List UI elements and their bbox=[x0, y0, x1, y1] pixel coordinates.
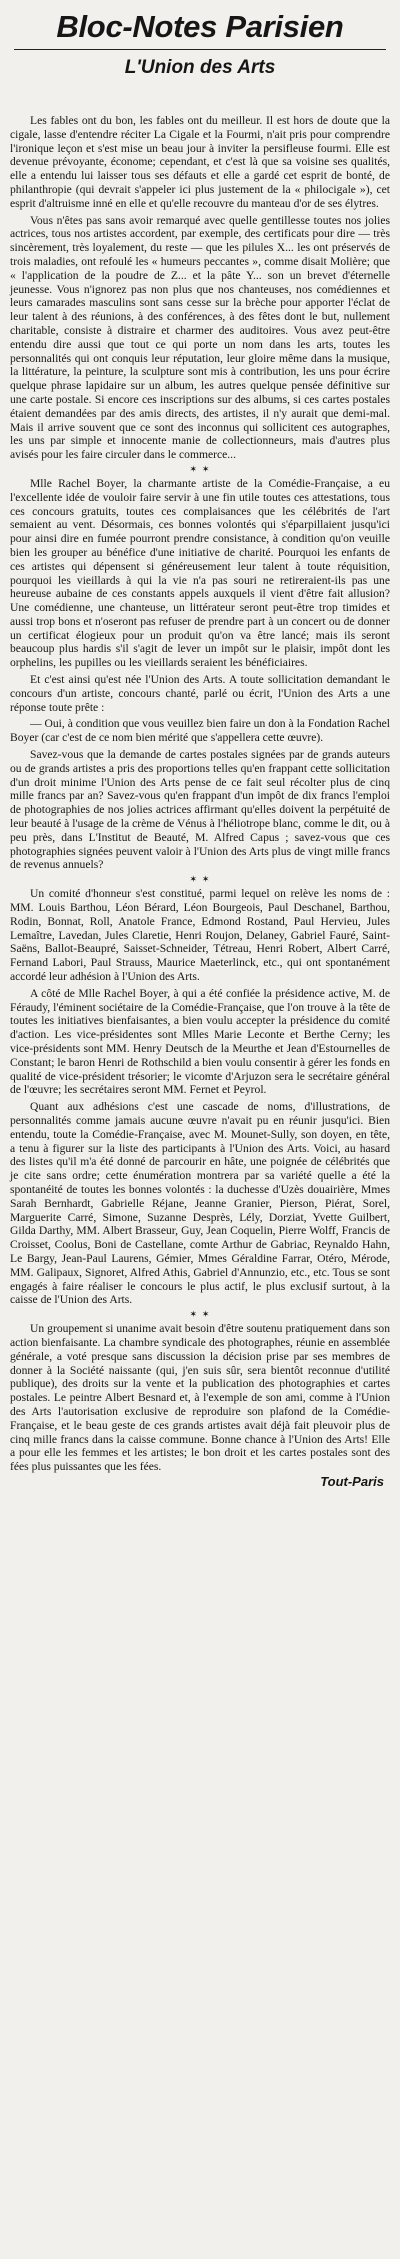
article-section-conclusion bbox=[10, 1322, 390, 1474]
article-paragraph: Vous n'êtes pas sans avoir remarqué avec quelle gentillesse toutes nos jolies actrices, tous nos artistes accordent, par exemple, des certificats pour dire — très sincèrement, très loyalement, du reste — que les pilules X... les ont préservés de trois maladies, ont refoulé les « humeurs peccantes », comme disait Molière; que « l'application de la poudre de Z... et la pâte Y... son un brevet d'éternelle jeunesse. Vous n'ignorez pas non plus que nos chanteuses, nos comédiennes et leurs camarades masculins sont sans cesse sur la brèche pour apporter l'éclat de leur talent à des réunions, à des conférences, à des fêtes dont le but, nullement charitable, consiste à distraire et charmer des auditoires. Vous avez peut-être entendu dire aussi que tout ce qui porte un nom dans les arts, toutes les personnalités qui ont conquis leur réputation, leur gloire même dans la musique, la littérature, la peinture, la sculpture sont mis à contribution, les uns pour écrire quelque phrase lapidaire sur un album, les autres quelque pensée définitive sur une carte postale. Si encore ces inscriptions sur des albums, si ces cartes postales étaient demandées par des amis directs, des artistes, il n'y aurait que demi-mal. Mais il arrive souvent que ce sont des inconnus qui sollicitent ces autographes, les uns par simple et innocente manie de collectionneurs, mais d'autres plus avisés pour les faire circuler dans le commerce... bbox=[10, 213, 390, 462]
article-paragraph: Et c'est ainsi qu'est née l'Union des Arts. A toute sollicitation demandant le concours d'un artiste, concours chanté, parlé ou écrit, l'Union des Arts a une réponse toute prête : bbox=[10, 673, 390, 714]
article-paragraph: A côté de Mlle Rachel Boyer, à qui a été confiée la présidence active, M. de Féraudy, l'éminent sociétaire de la Comédie-Française, que l'on trouve à la tête de toutes les initiatives bienfaisantes, a bien voulu accepter la présidence du comité d'action. Les vice-présidentes sont Mlles Marie Leconte et Berthe Cerny; les vice-présidents sont MM. Henry Deutsch de la Meurthe et Jean d'Estournelles de Constant; le baron Henri de Rothschild a bien voulu consentir à gérer les fonds en qualité de vice-président trésorier; le vicomte d'Arjuzon sera le secrétaire général de l'œuvre; les secrétaires seront MM. Fernet et Peyrol. bbox=[10, 986, 390, 1097]
section-separator: ✶ ✶ bbox=[189, 464, 211, 475]
article-paragraph: Un comité d'honneur s'est constitué, parmi lequel on relève les noms de : MM. Louis Barthou, Léon Bérard, Léon Bourgeois, Paul Deschanel, Barthou, Rodin, Bonnat, Roll, Anatole France, Edmond Rostand, Paul Hervieu, Jules Lemaître, Lavedan, Jules Claretie, Henri Roujon, Delaney, Gabriel Fauré, Saint-Saëns, Ballot-Beaupré, Saisset-Schneider, Tétreau, Henri Robert, Albert Carré, Fernand Labori, Paul Strauss, Maurice Maeterlinck, etc., qui ont spontanément accordé leur adhésion à l'Union des Arts. bbox=[10, 887, 390, 984]
article-paragraph: Quant aux adhésions c'est une cascade de noms, d'illustrations, de personnalités comme jamais aucune œuvre n'avait pu en réunir jusqu'ici. Bien entendu, toute la Comédie-Française, avec M. Mounet-Sully, son doyen, en tête, a tenu à figurer sur la liste des participants à l'Union des Arts. Voici, au hasard des listes qu'il m'a été donné de parcourir en hâte, une poignée de célébrités que je cite sans ordre; cette énumération montrera par sa variété quelle a été la spontanéité de toutes les bonnes volontés : la duchesse d'Uzès douairière, Mmes Sarah Bernhardt, Gabrielle Réjane, Jeanne Granier, Pierson, Piérat, Sorel, Marguerite Carré, Simone, Suzanne Desprès, Lély, Dorziat, Yvette Guilbert, Gilda Darthy, MM. Albert Brasseur, Guy, Jean Coquelin, Pierre Wolff, Francis de Croisset, Coolus, Boni de Castellane, comte Arthur de Gabriac, Reynaldo Hahn, Le Bargy, Jean-Paul Laurens, Gémier, Mmes Géraldine Farrar, Otéro, Mérode, MM. Galipaux, Signoret, Alfred Athis, Gabriel d'Annunzio, etc., etc. Tous se sont engagés à faire réaliser le concours le plus actif, le plus exclusif surtout, à la caisse de l'Union des Arts. bbox=[10, 1100, 390, 1307]
article-paragraph: Un groupement si unanime avait besoin d'être soutenu pratiquement dans son action bienfaisante. La chambre syndicale des photographes, réunie en assemblée générale, a voté presque sans discussion la décision prise par ses membres de donner à la Société naissante (qui, j'en suis sûr, sera bientôt reconnue d'utilité publique), des droits sur la vente et la publication des photographies et cartes postales. Le peintre Albert Besnard et, à l'exemple de son ami, comme à l'Union des Arts l'autorisation exclusive de reproduire son plafond de la Comédie-Française, et le beau geste de ces grands artistes avait déjà fait pleuvoir plus de cinq mille francs dans la caisse commune. Bonne chance à l'Union des Arts! Elle a pour elle les femmes et les artistes; le bon droit et les cartes postales sont des fées plus puissantes que les fées. bbox=[10, 1322, 390, 1474]
section-separator: ✶ ✶ bbox=[189, 1310, 211, 1321]
column-masthead: Bloc-Notes Parisien bbox=[56, 9, 344, 44]
article-body bbox=[10, 114, 390, 1489]
article-paragraph: — Oui, à condition que vous veuillez bien faire un don à la Fondation Rachel Boyer (car c'est de ce nom bien mérité que s'appellera cette œuvre). bbox=[10, 717, 390, 745]
author-signature: Tout-Paris bbox=[320, 1473, 384, 1489]
section-separator: ✶ ✶ bbox=[189, 875, 211, 886]
masthead-rule bbox=[14, 49, 386, 50]
article-section-intro bbox=[10, 114, 390, 462]
article-section-committee bbox=[10, 887, 390, 1307]
article-paragraph: Savez-vous que la demande de cartes postales signées par de grands auteurs ou de grands artistes a pris des proportions telles qu'en frappant cette sollicitation d'un droit minime l'Union des Arts pense de ce fait seul récolter plus de cinq mille francs par an? Savez-vous qu'en frappant d'un impôt de dix francs l'emploi de photographies de nos jolies actrices affirmant qu'elles doivent la perpétuité de leur beauté à l'usage de la crème de Vénus à l'héliotrope blanc, comme le dit, ou à peu près, dans L'Institut de Beauté, M. Alfred Capus ; savez-vous que ces photographies signées peuvent valoir à l'Union des Arts plus de vingt mille francs de revenus annuels? bbox=[10, 748, 390, 872]
article-section-foundation bbox=[10, 477, 390, 872]
article-title: L'Union des Arts bbox=[124, 57, 276, 78]
article-paragraph: Mlle Rachel Boyer, la charmante artiste de la Comédie-Française, a eu l'excellente idée de vouloir faire servir à une fin utile toutes ces attestations, tous ces concours gratuits, toutes ces complaisances que les célébrités de l'art semaient au vent. Désormais, ces bonnes volontés qui s'éparpillaient jusqu'ici pour ainsi dire en fumée pourront prendre consistance, à condition qu'on veuille bien les grouper au bénéfice d'une initiative de charité. Pourquoi les enfants de ces artistes qui dépensent si généreusement leur talent à toute réquisition, pourquoi les vieillards à qui la vie n'a pas souri ne retireraient-ils pas une heureuse aubaine de ces constants appels auxquels il vient d'être fait allusion? Une comédienne, une chanteuse, un littérateur seront peut-être trop timides et aussi trop bons et n'oseront pas refuser de prendre part à un concert ou de donner un certificat élogieux pour un produit qu'on va être lancé; mais ils seront beaucoup plus hardis s'il s'agit de lever un impôt sur le plaisir, impôt dont les orphelins, les pupilles ou les vieillards seraient les bénéficiaires. bbox=[10, 476, 390, 670]
article-paragraph: Les fables ont du bon, les fables ont du meilleur. Il est hors de doute que la cigale, lasse d'entendre réciter La Cigale et la Fourmi, n'ait pris pour comprendre l'ironique leçon et s'est mise un beau jour à inviter la persifleuse fourmi. Elle est devenue prévoyante, économe; cependant, et c'est là que sa voisine ses qualités, elle a entendu lui laisser tous ses défauts et elle a gardé cet esprit de bonté, de philanthropie (qui devrait s'appeler ici plus justement de la « philocigale »), cet esprit d'altruisme inné en elle et qu'elle recouvre du manteau d'or de ses élytres. bbox=[10, 114, 390, 210]
